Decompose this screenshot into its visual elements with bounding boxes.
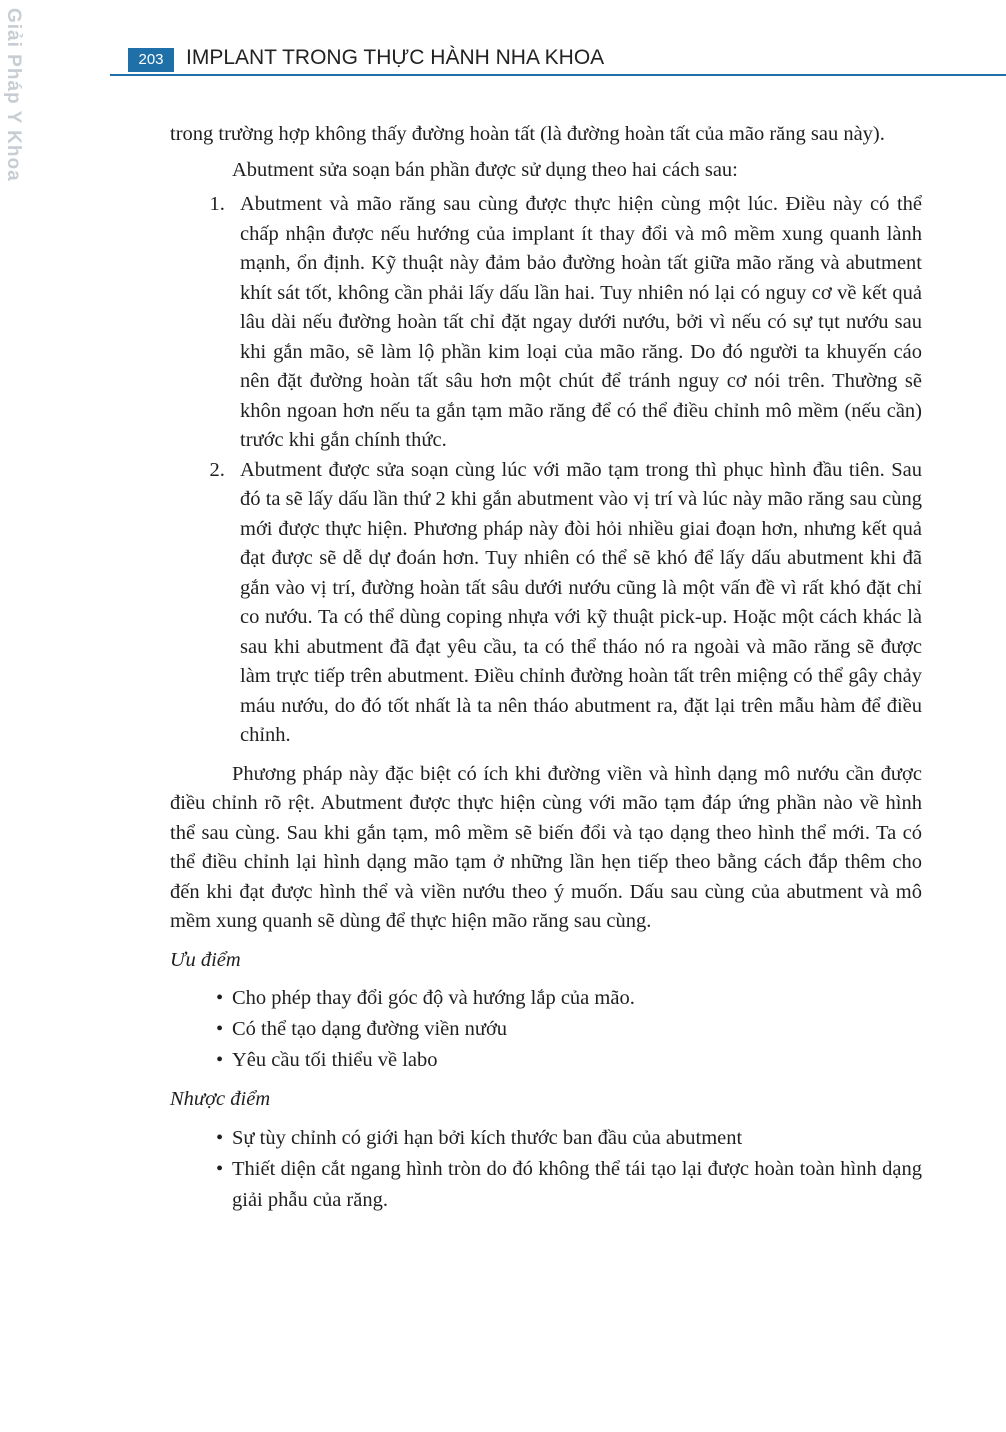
list-item-text: Có thể tạo dạng đường viền nướu [232,1018,508,1040]
list-item [216,1154,922,1216]
list-item [216,1045,922,1076]
page-number: 203 [128,48,174,72]
list-item [216,1123,922,1154]
list-item: 2. Abutment được sửa soạn cùng lúc với mão tạm trong thì phục hình đầu tiên. Sau đó ta sẽ lấy dấu lần thứ 2 khi gắn abutment vào vị trí và lúc này mão răng sau cùng mới được thực hiện. Phương pháp này đòi hỏi nhiều giai đoạn hơn, nhưng kết quả đạt được sẽ dễ dự đoán hơn. Tuy nhiên có thể sẽ khó để lấy dấu abutment khi đã gắn vào vị trí, đường hoàn tất sâu dưới nướu cũng là một vấn đề vì rất khó đặt chỉ co nướu. Ta có thể dùng coping nhựa với kỹ thuật pick-up. Hoặc một cách khác là sau khi abutment đã đạt yêu cầu, ta có thể tháo nó ra ngoài và mão răng sẽ được làm trực tiếp trên abutment. Điều chỉnh đường hoàn tất trên miệng có thể gây chảy máu nướu, do đó tốt nhất là ta nên tháo abutment ra, đặt lại trên mẫu hàm để điều chỉnh. [230,456,922,751]
list-item [216,983,922,1014]
list-item: 1. Abutment và mão răng sau cùng được thực hiện cùng một lúc. Điều này có thể chấp nhận được nếu hướng của implant ít thay đổi và mô mềm xung quanh lành mạnh, ổn định. Kỹ thuật này đảm bảo đường hoàn tất giữa mão răng và abutment khít sát tốt, không cần phải lấy dấu lần hai. Tuy nhiên nó lại có nguy cơ về kết quả lâu dài nếu đường hoàn tất chỉ đặt ngay dưới nướu, bởi vì nếu có sự tụt nướu sau khi gắn mão, sẽ làm lộ phần kim loại của mão răng. Do đó người ta khuyến cáo nên đặt đường hoàn tất sâu hơn một chút để tránh nguy cơ nói trên. Thường sẽ khôn ngoan hơn nếu ta gắn tạm mão răng để có thể điều chỉnh mô mềm (nếu cần) trước khi gắn chính thức. [230,190,922,456]
disadvantages-list [170,1123,922,1216]
disadvantages-heading: Nhược điểm [170,1088,271,1110]
book-title: IMPLANT TRONG THỰC HÀNH NHA KHOA [186,46,605,69]
advantages-heading: Ưu điểm [170,948,241,971]
paragraph-method: Phương pháp này đặc biệt có ích khi đường viền và hình dạng mô nướu cần được điều chỉnh rõ rệt. Abutment được thực hiện cùng với mão tạm đáp ứng phần nào về hình thể sau cùng. Sau khi gắn tạm, mô mềm sẽ biến đổi và tạo dạng theo hình thể mới. Ta có thể điều chỉnh lại hình dạng mão tạm ở những lần hẹn tiếp theo bằng cách đắp thêm cho đến khi đạt được hình thể và viền nướu theo ý muốn. Dấu sau cùng của abutment và mô mềm xung quanh sẽ dùng để thực hiện mão răng sau cùng. [170,762,922,932]
bullet-icon: • [216,1049,224,1071]
list-item [216,1014,922,1045]
advantages-list [170,983,922,1076]
list-item-text: Yêu cầu tối thiểu về labo [232,1049,438,1071]
side-tab-label: Giải Pháp Y Khoa [3,8,24,182]
list-item-text: Cho phép thay đổi góc độ và hướng lắp của mão. [232,987,635,1009]
header-rule [110,74,1006,76]
paragraph-intro: Abutment sửa soạn bán phần được sử dụng theo hai cách sau: [232,158,738,181]
list-item-text: Sự tùy chỉnh có giới hạn bởi kích thước ban đầu của abutment [232,1126,743,1149]
page-header [110,46,1006,76]
bullet-icon: • [216,987,224,1009]
paragraph-continued: trong trường hợp không thấy đường hoàn tất (là đường hoàn tất của mão răng sau này). [170,123,885,145]
numbered-list [170,190,922,751]
bullet-icon: • [216,1157,224,1180]
bullet-icon: • [216,1018,224,1040]
bullet-icon: • [216,1126,224,1149]
list-item-text: Thiết diện cắt ngang hình tròn do đó không thể tái tạo lại được hoàn toàn hình dạng giải phẫu của răng. [232,1157,922,1211]
page-body [170,120,922,1216]
